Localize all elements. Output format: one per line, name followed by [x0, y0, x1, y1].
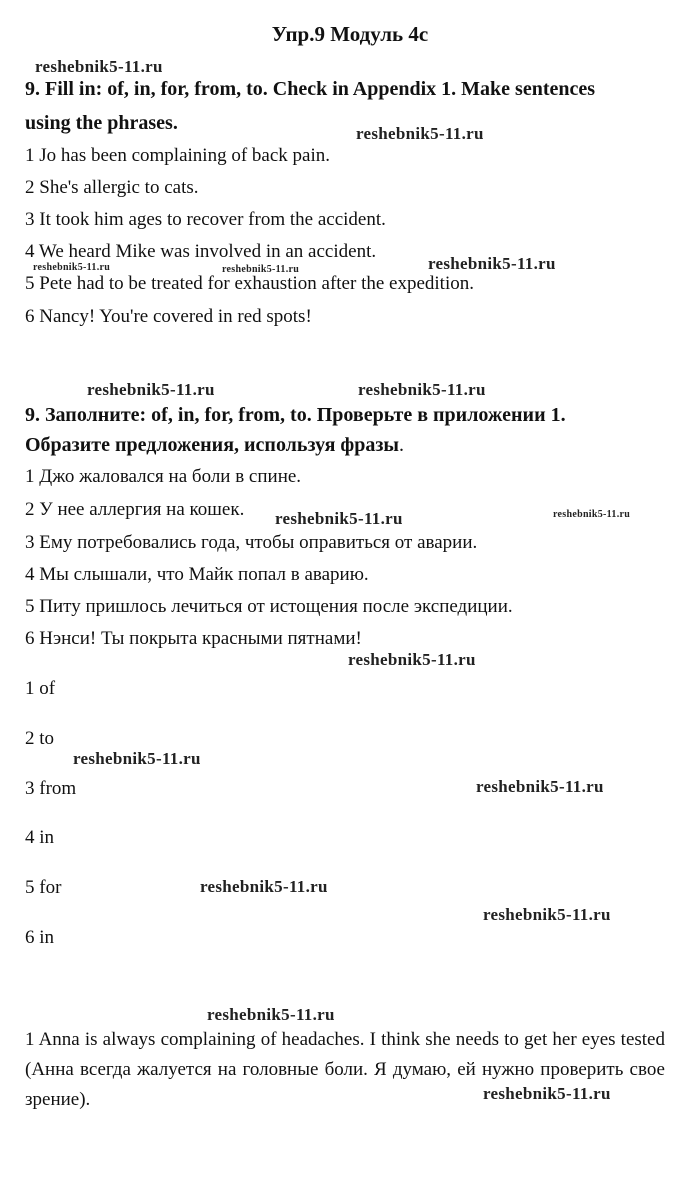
russian-heading-period: . — [399, 434, 405, 456]
russian-sentence-6: 6 Нэнси! Ты покрыта красными пятнами! — [25, 628, 362, 649]
watermark: reshebnik5-11.ru — [428, 254, 556, 273]
page-title: Упр.9 Модуль 4c — [271, 22, 429, 46]
russian-sentence-3: 3 Ему потребовались года, чтобы оправиться от аварии. — [25, 532, 478, 553]
english-sentence-3: 3 It took him ages to recover from the accident. — [25, 209, 386, 230]
english-heading-line-1: 9. Fill in: of, in, for, from, to. Check in Appendix 1. Make sentences — [25, 78, 596, 100]
watermark: reshebnik5-11.ru — [358, 380, 486, 399]
watermark: reshebnik5-11.ru — [33, 262, 111, 273]
watermark: reshebnik5-11.ru — [73, 749, 201, 768]
watermark: reshebnik5-11.ru — [275, 509, 403, 528]
watermark: reshebnik5-11.ru — [483, 1084, 611, 1103]
english-sentence-2: 2 She's allergic to cats. — [25, 177, 199, 198]
watermark: reshebnik5-11.ru — [483, 905, 611, 924]
answer-4: 4 in — [25, 827, 55, 848]
answer-6: 6 in — [25, 927, 55, 948]
example-paragraph: 1 Anna is always complaining of headaches. I think she needs to get her eyes tested (Анна всегда жалуется на головные боли. Я думаю, ей нужно проверить свое зрение). — [25, 1029, 665, 1110]
watermark: reshebnik5-11.ru — [348, 650, 476, 669]
answer-2: 2 to — [25, 728, 55, 749]
russian-sentence-2: 2 У нее аллергия на кошек. — [25, 499, 245, 520]
watermark: reshebnik5-11.ru — [356, 124, 484, 143]
english-sentence-5: 5 Pete had to be treated for exhaustion after the expedition. — [25, 273, 474, 294]
russian-heading-line-1: 9. Заполните: of, in, for, from, to. Проверьте в приложении 1. — [25, 404, 566, 426]
answer-5: 5 for — [25, 877, 62, 898]
watermark: reshebnik5-11.ru — [207, 1005, 335, 1024]
russian-heading-text: Образите предложения, используя фразы — [25, 434, 400, 456]
english-sentence-6: 6 Nancy! You're covered in red spots! — [25, 306, 312, 327]
watermark: reshebnik5-11.ru — [35, 57, 163, 76]
answer-1: 1 of — [25, 678, 56, 699]
english-sentence-1: 1 Jo has been complaining of back pain. — [25, 145, 330, 166]
english-sentence-4: 4 We heard Mike was involved in an accident. — [25, 241, 377, 262]
watermark: reshebnik5-11.ru — [476, 777, 604, 796]
watermark: reshebnik5-11.ru — [200, 877, 328, 896]
russian-heading-line-2 — [25, 428, 665, 462]
watermark: reshebnik5-11.ru — [222, 264, 300, 275]
watermark: reshebnik5-11.ru — [87, 380, 215, 399]
watermark: reshebnik5-11.ru — [553, 509, 631, 520]
russian-sentence-1: 1 Джо жаловался на боли в спине. — [25, 466, 302, 487]
english-heading-line-2: using the phrases. — [25, 112, 178, 134]
russian-sentence-5: 5 Питу пришлось лечиться от истощения после экспедиции. — [25, 596, 513, 617]
russian-sentence-4: 4 Мы слышали, что Майк попал в аварию. — [25, 564, 369, 585]
answer-3: 3 from — [25, 778, 77, 799]
